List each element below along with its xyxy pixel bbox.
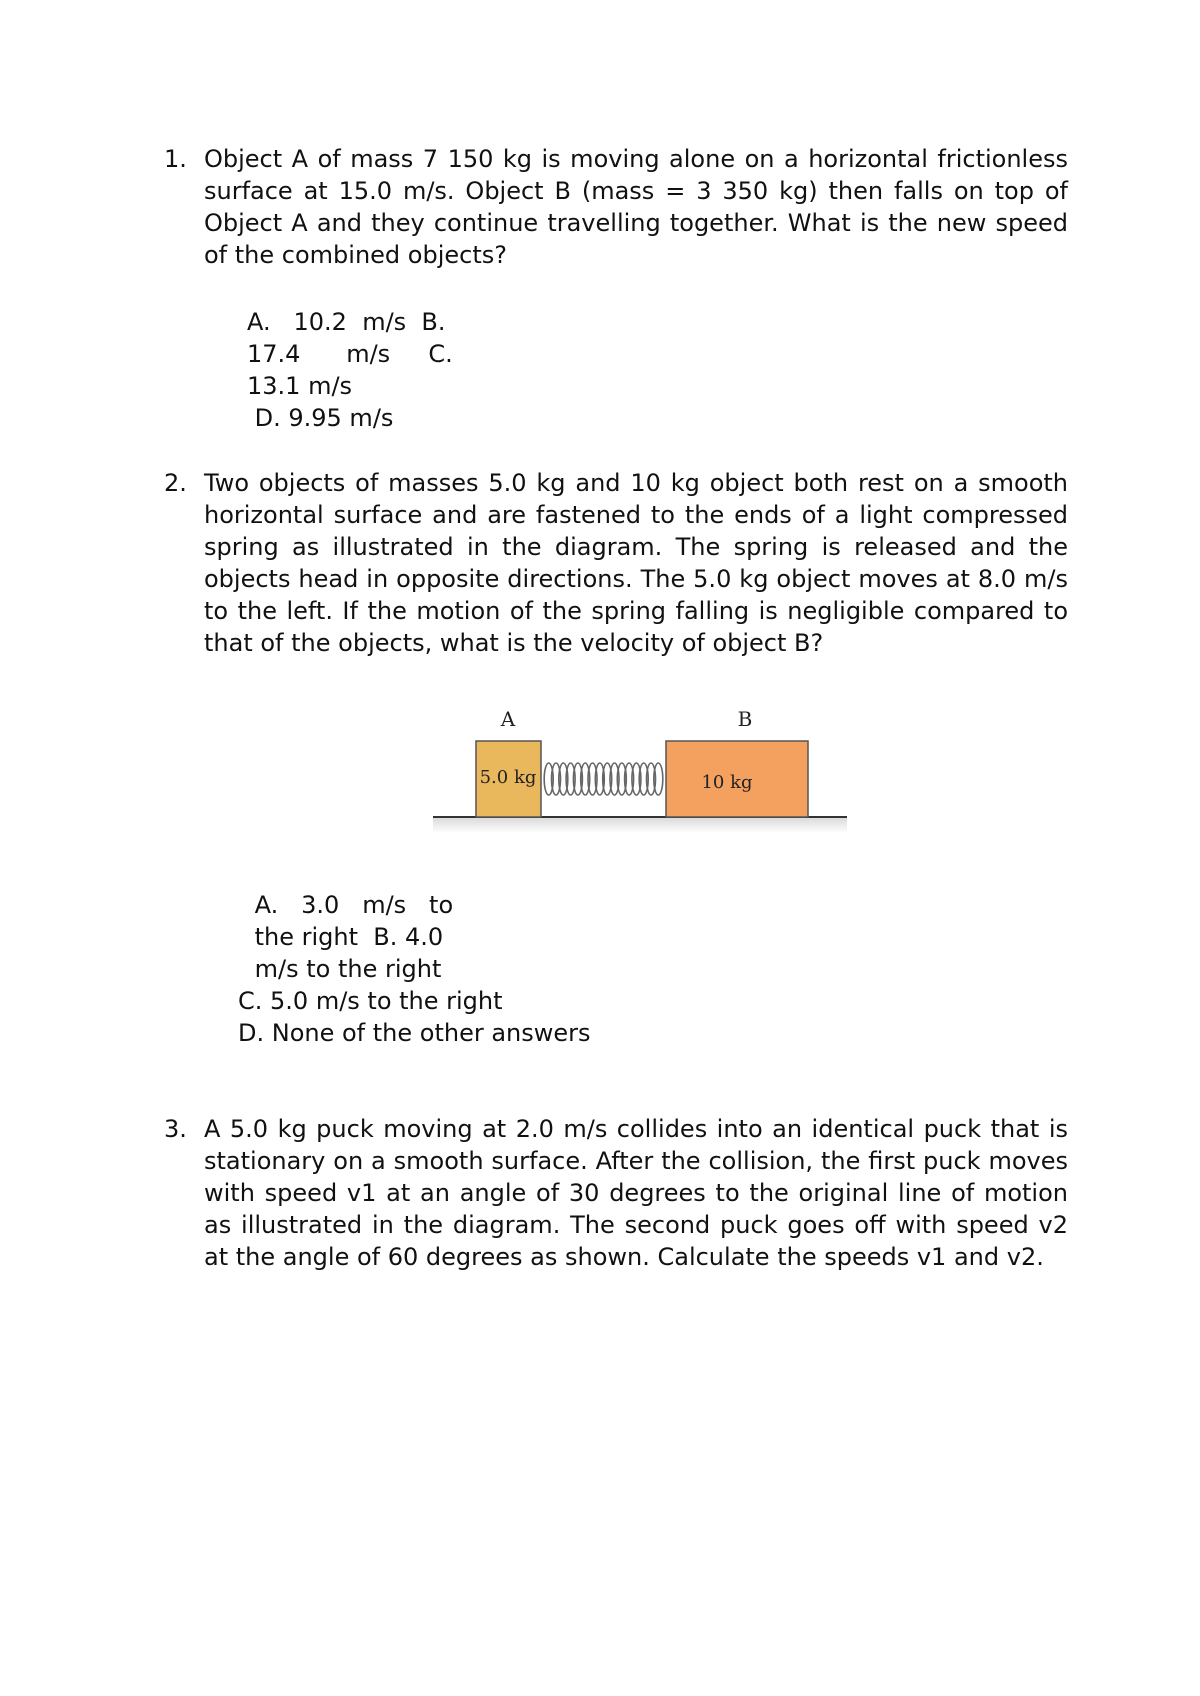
spring bbox=[544, 763, 663, 795]
question-text: A 5.0 kg puck moving at 2.0 m/s collides into an identical puck that is stationary on a smooth surface. After the collision, the first puck moves with speed v1 at an angle of 30 degrees to the original line of motion as illustrated in the diagram. The second puck goes off with speed v2 at the angle of 60 degrees as shown. Calculate the speeds v1 and v2. bbox=[204, 1115, 1068, 1271]
question-2 bbox=[164, 467, 1068, 659]
question-number: 3. bbox=[164, 1115, 187, 1143]
block-b-mass: 10 kg bbox=[701, 772, 753, 793]
question-2-options bbox=[238, 889, 647, 1049]
question-number: 2. bbox=[164, 469, 187, 497]
option-line: A. 3.0 m/s to bbox=[247, 891, 454, 919]
option-line: the right B. 4.0 bbox=[247, 923, 444, 951]
question-3 bbox=[164, 1113, 1068, 1273]
spring-diagram bbox=[430, 700, 860, 840]
question-number: 1. bbox=[164, 145, 187, 173]
option-line: C. 5.0 m/s to the right bbox=[238, 987, 503, 1015]
question-text: Two objects of masses 5.0 kg and 10 kg object both rest on a smooth horizontal surface and are fastened to the ends of a light compressed spring as illustrated in the diagram. The spring is released and the objects head in opposite directions. The 5.0 kg object moves at 8.0 m/s to the left. If the motion of the spring falling is negligible compared to that of the objects, what is the velocity of object B? bbox=[204, 469, 1068, 657]
option-line: 13.1 m/s bbox=[247, 372, 353, 400]
block-a-mass: 5.0 kg bbox=[479, 767, 537, 788]
label-b: B bbox=[737, 707, 753, 731]
question-1 bbox=[164, 143, 1068, 271]
option-line: 17.4 m/s C. bbox=[247, 340, 453, 368]
option-line: A. 10.2 m/s B. bbox=[247, 308, 446, 336]
floor-shadow bbox=[433, 817, 847, 833]
question-1-options bbox=[247, 306, 453, 434]
label-a: A bbox=[500, 707, 516, 731]
option-line: m/s to the right bbox=[247, 955, 442, 983]
option-line: D. None of the other answers bbox=[238, 1019, 591, 1047]
question-text: Object A of mass 7 150 kg is moving alone on a horizontal frictionless surface at 15.0 m/s. Object B (mass = 3 350 kg) then falls on top of Object A and they continue travelling together. What is the new speed of the combined objects? bbox=[204, 145, 1068, 269]
option-line: D. 9.95 m/s bbox=[247, 404, 394, 432]
